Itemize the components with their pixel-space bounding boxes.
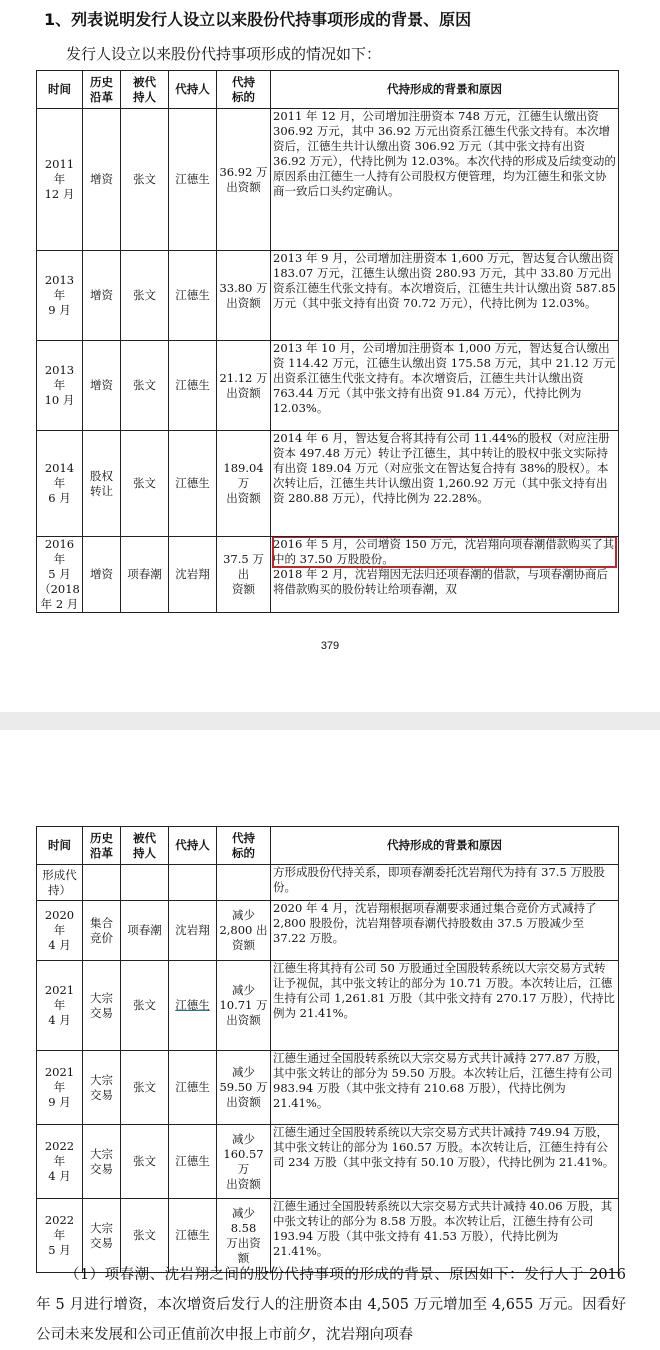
cell-time: 2011 年 12 月 [37, 109, 83, 251]
table-row [37, 431, 619, 537]
cell-history: 增资 [83, 251, 121, 341]
cell-time: 2022 年 4 月 [37, 1125, 83, 1199]
section-heading: 1、列表说明发行人设立以来股份代持事项形成的背景、原因 [44, 10, 472, 29]
holding-table-2 [36, 826, 619, 1273]
cell-history: 集合 竞价 [83, 901, 121, 961]
header-background: 代持形成的背景和原因 [271, 71, 619, 109]
cell-nominee: 江德生 [169, 1199, 217, 1273]
cell-target: 36.92 万 出资额 [217, 109, 271, 251]
cell-history: 大宗 交易 [83, 1125, 121, 1199]
cell-background: 江德生通过全国股转系统以大宗交易方式共计减持 277.87 万股，其中张文转让的部分为 59.50 万股。本次转让后，江德生持有公司 983.94 万股（其中张文持有 210.68 万股），代持比例为 21.41%。 [271, 1051, 619, 1125]
page-separator [0, 712, 660, 730]
cell-nominee [169, 865, 217, 901]
document-page-2 [0, 730, 660, 1341]
header-holder: 被代 持人 [121, 827, 169, 865]
cell-history: 股权 转让 [83, 431, 121, 537]
cell-holder: 项春潮 [121, 901, 169, 961]
cell-target: 37.5 万出 资额 [217, 537, 271, 613]
table-row [37, 1051, 619, 1125]
table-header-row [37, 71, 619, 109]
cell-time: 2021 年 9 月 [37, 1051, 83, 1125]
cell-nominee: 江德生 [169, 109, 217, 251]
cell-nominee: 江德生 [169, 431, 217, 537]
body-paragraph: （1）项春潮、沈岩翔之间的股份代持事项的形成的背景、原因如下：发行人于 2016 年 5 月进行增资，本次增资后发行人的注册资本由 4,505 万元增加至 4,655 万元。因看好公司未来发展和公司正值前次申报上市前夕，沈岩翔向项春 [36, 1267, 626, 1343]
cell-nominee: 江德生 [169, 341, 217, 431]
cell-target: 减少 59.50 万 出资额 [217, 1051, 271, 1125]
cell-holder [121, 865, 169, 901]
cell-time: 2016 年 5 月 （2018 年 2 月 [37, 537, 83, 613]
cell-background: 2011 年 12 月，公司增加注册资本 748 万元，江德生认缴出资 306.92 万元，其中 36.92 万元出资系江德生代张文持有。本次增资后，江德生共计认缴出资 306.92 万元（其中张文持有出资 36.92 万元），代持比例为 12.03%。本次代持的形成及后续变动的原因系由江德生一人持有公司股权方便管理，均为江德生和张文协商一致后口头约定确认。 [271, 109, 619, 251]
background-continuation: 2018 年 2 月，沈岩翔因无法归还项春潮的借款，与项春潮协商后将借款购买的股份转让给项春潮，双 [273, 567, 609, 596]
cell-holder: 项春潮 [121, 537, 169, 613]
intro-text: 发行人设立以来股份代持事项形成的情况如下： [66, 45, 382, 63]
header-time: 时间 [37, 71, 83, 109]
header-time: 时间 [37, 827, 83, 865]
cell-holder: 张文 [121, 431, 169, 537]
cell-nominee: 江德生 [169, 1051, 217, 1125]
header-target: 代持 标的 [217, 827, 271, 865]
cell-time: 2022 年 5 月 [37, 1199, 83, 1273]
highlighted-text-box: 2016 年 5 月，公司增资 150 万元，沈岩翔向项春潮借款购买了其中的 37.50 万股股份。 [273, 537, 615, 566]
table-row [37, 341, 619, 431]
table-header-row [37, 827, 619, 865]
cell-nominee: 沈岩翔 [169, 537, 217, 613]
header-nominee: 代持人 [169, 71, 217, 109]
cell-history: 大宗 交易 [83, 1051, 121, 1125]
header-background: 代持形成的背景和原因 [271, 827, 619, 865]
cell-holder: 张文 [121, 1199, 169, 1273]
holding-table-1 [36, 70, 619, 613]
cell-nominee: 江德生 [169, 251, 217, 341]
cell-holder: 张文 [121, 251, 169, 341]
table-row [37, 961, 619, 1051]
cell-target: 减少 10.71 万 出资额 [217, 961, 271, 1051]
cell-history: 增资 [83, 109, 121, 251]
cell-time: 2014 年 6 月 [37, 431, 83, 537]
cell-holder: 张文 [121, 961, 169, 1051]
cell-background [271, 537, 619, 613]
cell-holder: 张文 [121, 1051, 169, 1125]
cell-history: 增资 [83, 341, 121, 431]
cell-holder: 张文 [121, 109, 169, 251]
cell-holder: 张文 [121, 341, 169, 431]
cell-holder: 张文 [121, 1125, 169, 1199]
table-row [37, 537, 619, 613]
cell-target: 189.04 万 出资额 [217, 431, 271, 537]
table-row [37, 865, 619, 901]
table-row [37, 901, 619, 961]
cell-target: 减少 160.57 万 出资额 [217, 1125, 271, 1199]
cell-history: 大宗 交易 [83, 1199, 121, 1273]
table-row [37, 109, 619, 251]
cell-background: 方形成股份代持关系，即项春潮委托沈岩翔代为持有 37.5 万股股份。 [271, 865, 619, 901]
cell-nominee: 江德生 [169, 1125, 217, 1199]
cell-target: 21.12 万 出资额 [217, 341, 271, 431]
page-number: 379 [320, 640, 340, 652]
cell-target: 33.80 万 出资额 [217, 251, 271, 341]
cell-background: 江德生通过全国股转系统以大宗交易方式共计减持 749.94 万股，其中张文转让的部分为 160.57 万股。本次转让后，江德生持有公司 234 万股（其中张文持有 50.10 万股），代持比例为 21.41%。 [271, 1125, 619, 1199]
header-history: 历史 沿革 [83, 71, 121, 109]
cell-time: 形成代 持） [37, 865, 83, 901]
cell-target: 减少 8.58 万出资 额 [217, 1199, 271, 1273]
cell-nominee: 沈岩翔 [169, 901, 217, 961]
cell-history: 大宗 交易 [83, 961, 121, 1051]
header-target: 代持 标的 [217, 71, 271, 109]
cell-background: 江德生将其持有公司 50 万股通过全国股转系统以大宗交易方式转让予视侃，其中张文转让的部分为 10.71 万股。本次转让后，江德生持有公司 1,261.81 万股（其中张文持有 270.17 万股），代持比例为 21.41%。 [271, 961, 619, 1051]
header-holder: 被代 持人 [121, 71, 169, 109]
cell-time: 2021 年 4 月 [37, 961, 83, 1051]
header-nominee: 代持人 [169, 827, 217, 865]
cell-history [83, 865, 121, 901]
cell-background: 2013 年 10 月，公司增加注册资本 1,000 万元，智达复合认缴出资 114.42 万元，江德生认缴出资 175.58 万元，其中 21.12 万元出资系江德生代张文持有。本次增资后，江德生共计认缴出资 763.44 万元（其中张文持有出资 91.84 万元），代持比例为 12.03%。 [271, 341, 619, 431]
cell-nominee: 江德生 [169, 961, 217, 1051]
cell-target [217, 865, 271, 901]
cell-time: 2013 年 9 月 [37, 251, 83, 341]
cell-target: 减少 2,800 出 资额 [217, 901, 271, 961]
cell-background: 2020 年 4 月，沈岩翔根据项春潮要求通过集合竞价方式减持了 2,800 股股份，沈岩翔替项春潮代持股数由 37.5 万股减少至 37.22 万股。 [271, 901, 619, 961]
cell-time: 2013 年 10 月 [37, 341, 83, 431]
header-history: 历史 沿革 [83, 827, 121, 865]
table-row [37, 251, 619, 341]
cell-time: 2020 年 4 月 [37, 901, 83, 961]
cell-background: 2014 年 6 月，智达复合将其持有公司 11.44%的股权（对应注册资本 497.48 万元）转让予江德生，其中转让的股权中张文实际持有出资 189.04 万元（对应张文在智达复合持有 38%的股权）。本次转让后，江德生共计认缴出资 1,260.92 万元（其中张文持有出资 280.88 万元），代持比例为 22.28%。 [271, 431, 619, 537]
cell-background: 江德生通过全国股转系统以大宗交易方式共计减持 40.06 万股，其中张文转让的部分为 8.58 万股。本次转让后，江德生持有公司 193.94 万股（其中张文持有 41.53 万股），代持比例为 21.41%。 [271, 1199, 619, 1273]
table-row [37, 1125, 619, 1199]
cell-history: 增资 [83, 537, 121, 613]
cell-background: 2013 年 9 月，公司增加注册资本 1,600 万元，智达复合认缴出资 183.07 万元，江德生认缴出资 280.93 万元，其中 33.80 万元出资系江德生代张文持有。本次增资后，江德生共计认缴出资 587.85 万元（其中张文持有出资 70.72 万元），代持比例为 12.03%。 [271, 251, 619, 341]
